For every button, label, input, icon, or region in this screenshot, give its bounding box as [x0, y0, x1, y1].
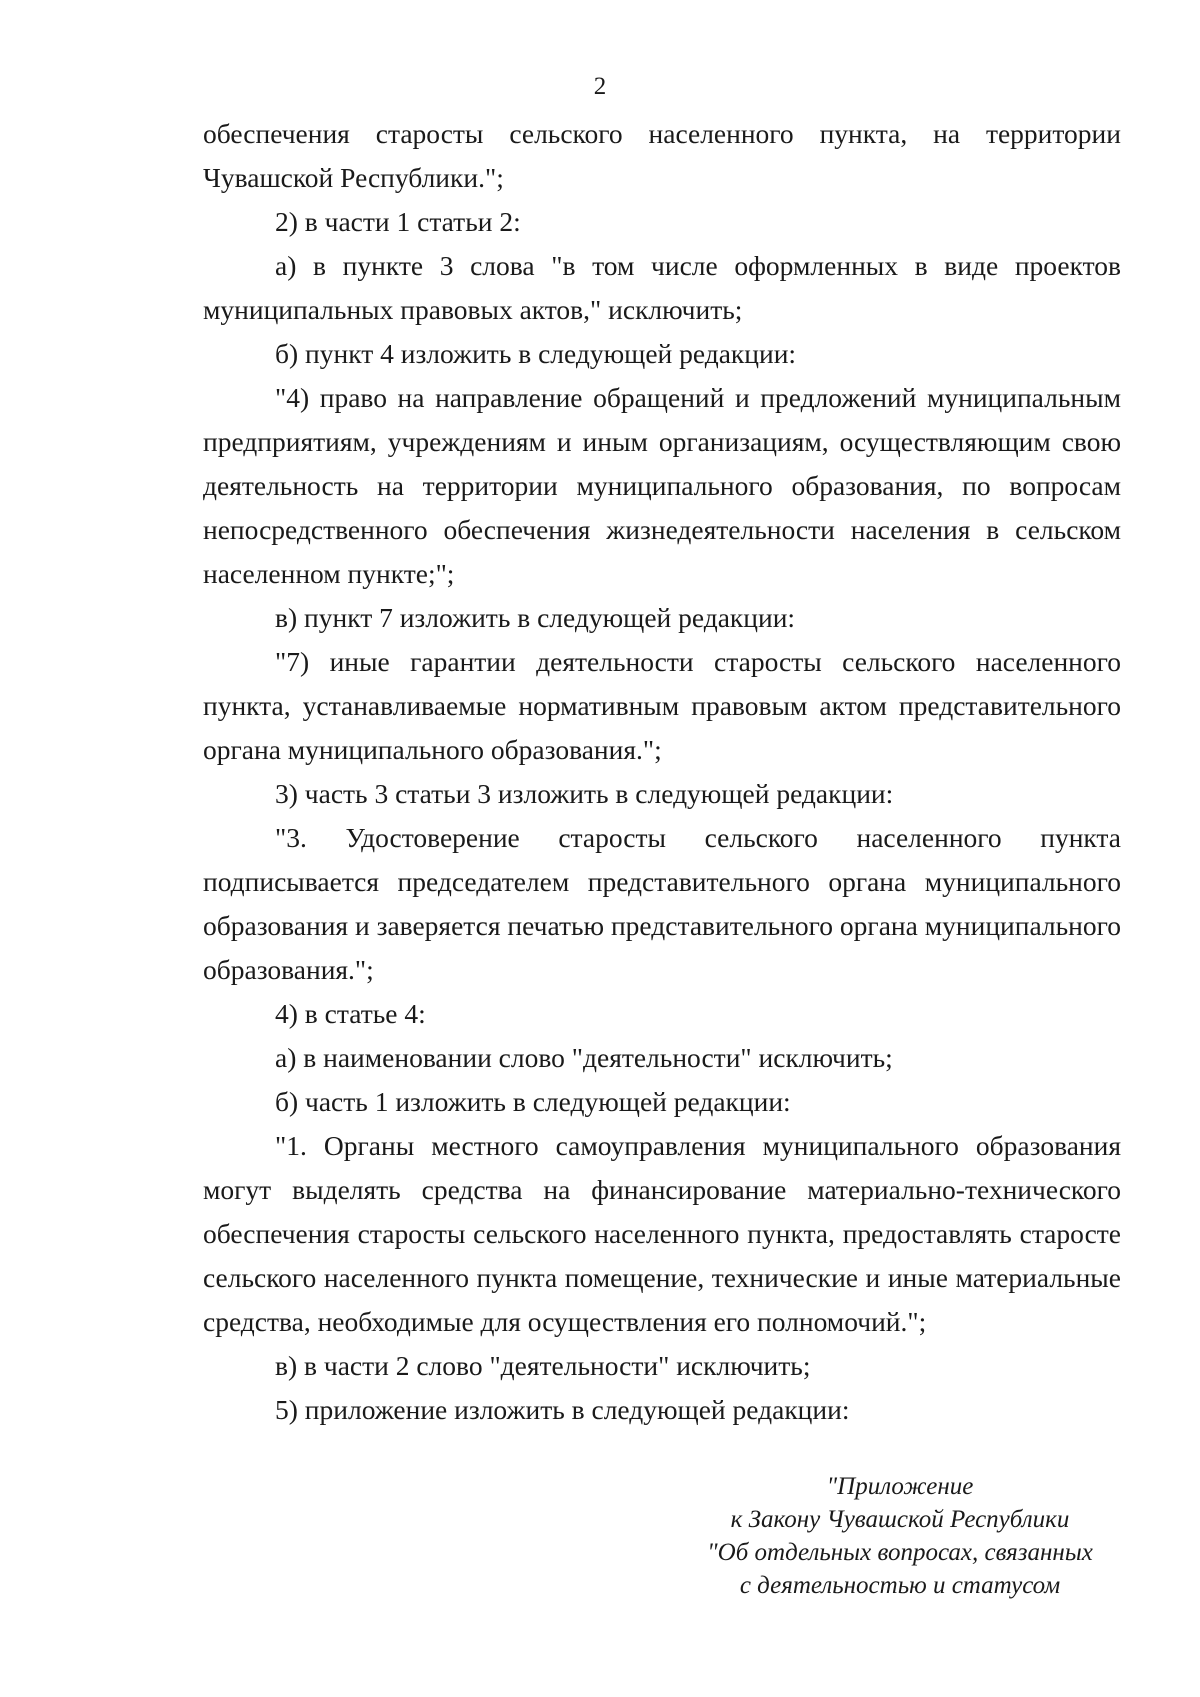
appendix-line-1: "Приложение: [826, 1473, 974, 1500]
paragraph-item-4b: б) часть 1 изложить в следующей редакции:: [275, 1086, 791, 1117]
appendix-line-3: "Об отдельных вопросах, связанных: [707, 1539, 1093, 1566]
document-body: [203, 112, 1121, 1432]
paragraph-item-4v: в) в части 2 слово "деятельности" исключить;: [275, 1350, 811, 1381]
paragraph-item-2v: в) пункт 7 изложить в следующей редакции:: [275, 602, 796, 633]
paragraph-item-3-text: "3. Удостоверение старосты сельского населенного пункта подписывается председателем представительного органа муниципального образования и заверяется печатью представительного органа муниципального образования.";: [203, 822, 1121, 985]
appendix-line-2: к Закону Чувашской Республики: [730, 1506, 1070, 1533]
paragraph-item-2b-text: "4) право на направление обращений и предложений муниципальным предприятиям, учреждениям и иным организациям, осуществляющим свою деятельность на территории муниципального образования, по вопросам непосредственного обеспечения жизнедеятельности населения в сельском населенном пункте;";: [203, 382, 1121, 589]
paragraph-item-4b-text: "1. Органы местного самоуправления муниципального образования могут выделять средства на финансирование материально-технического обеспечения старосты сельского населенного пункта, предоставлять старосте сельского населенного пункта помещение, технические и иные материальные средства, необходимые для осуществления его полномочий.";: [203, 1130, 1121, 1337]
paragraph-continuation: обеспечения старосты сельского населенного пункта, на территории Чувашской Республики.";: [203, 118, 1121, 193]
paragraph-item-3: 3) часть 3 статьи 3 изложить в следующей редакции:: [275, 778, 894, 809]
paragraph-item-4: 4) в статье 4:: [275, 998, 426, 1029]
paragraph-item-4a: а) в наименовании слово "деятельности" исключить;: [275, 1042, 893, 1073]
paragraph-item-2a: а) в пункте 3 слова "в том числе оформленных в виде проектов муниципальных правовых актов," исключить;: [203, 250, 1121, 325]
paragraph-item-2v-text: "7) иные гарантии деятельности старосты сельского населенного пункта, устанавливаемые нормативным правовым актом представительного органа муниципального образования.";: [203, 646, 1121, 765]
paragraph-item-2: 2) в части 1 статьи 2:: [275, 206, 521, 237]
paragraph-item-5: 5) приложение изложить в следующей редакции:: [275, 1394, 850, 1425]
page-number: 2: [593, 73, 607, 100]
appendix-line-4: с деятельностью и статусом: [739, 1572, 1061, 1599]
appendix-heading: [660, 1470, 1140, 1602]
paragraph-item-2b: б) пункт 4 изложить в следующей редакции:: [275, 338, 797, 369]
